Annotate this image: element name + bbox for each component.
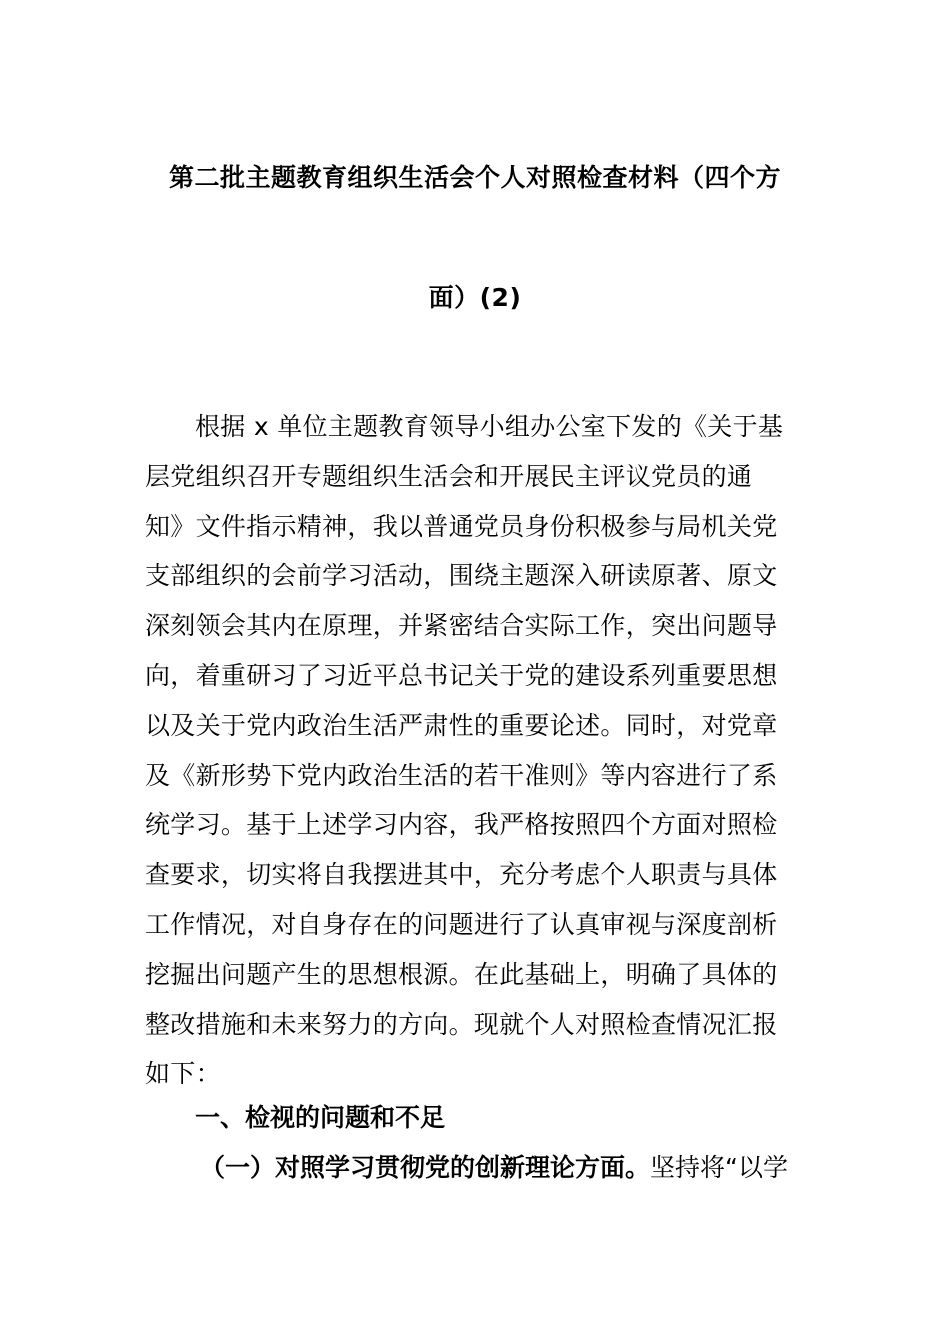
intro-paragraph	[145, 402, 810, 1099]
paragraph-line: 工作情况，对自身存在的问题进行了认真审视与深度剖析	[145, 909, 778, 939]
paragraph-line: 统学习。基于上述学习内容，我严格按照四个方面对照检	[145, 810, 778, 840]
paragraph-line: 根据 x 单位主题教育领导小组办公室下发的《关于基	[195, 412, 784, 441]
paragraph-line: 挖掘出问题产生的思想根源。在此基础上，明确了具体的	[145, 959, 778, 989]
document-title-line-1: 第二批主题教育组织生活会个人对照检查材料（四个方	[168, 163, 781, 192]
paragraph-line: 如下：	[145, 1059, 221, 1089]
document-title-line-2: 面）(2)	[428, 283, 522, 312]
subsection-bold-title: （一）对照学习贯彻党的创新理论方面。	[200, 1153, 651, 1182]
paragraph-line: 向，着重研习了习近平总书记关于党的建设系列重要思想	[145, 660, 778, 690]
paragraph-line: 层党组织召开专题组织生活会和开展民主评议党员的通	[145, 461, 753, 491]
paragraph-line: 知》文件指示精神，我以普通党员身份积极参与局机关党	[145, 511, 778, 541]
section-heading: 一、检视的问题和不足	[195, 1103, 446, 1132]
paragraph-line: 及《新形势下党内政治生活的若干准则》等内容进行了系	[145, 760, 778, 790]
subsection-heading	[200, 1148, 788, 1188]
paragraph-line: 支部组织的会前学习活动，围绕主题深入研读原著、原文	[145, 561, 778, 591]
paragraph-line: 整改措施和未来努力的方向。现就个人对照检查情况汇报	[145, 1009, 778, 1039]
paragraph-line: 深刻领会其内在原理，并紧密结合实际工作，突出问题导	[145, 611, 778, 641]
paragraph-line: 以及关于党内政治生活严肃性的重要论述。同时，对党章	[145, 710, 778, 740]
subsection-text: 坚持将“以学	[650, 1153, 788, 1182]
paragraph-line: 查要求，切实将自我摆进其中，充分考虑个人职责与具体	[145, 860, 778, 890]
